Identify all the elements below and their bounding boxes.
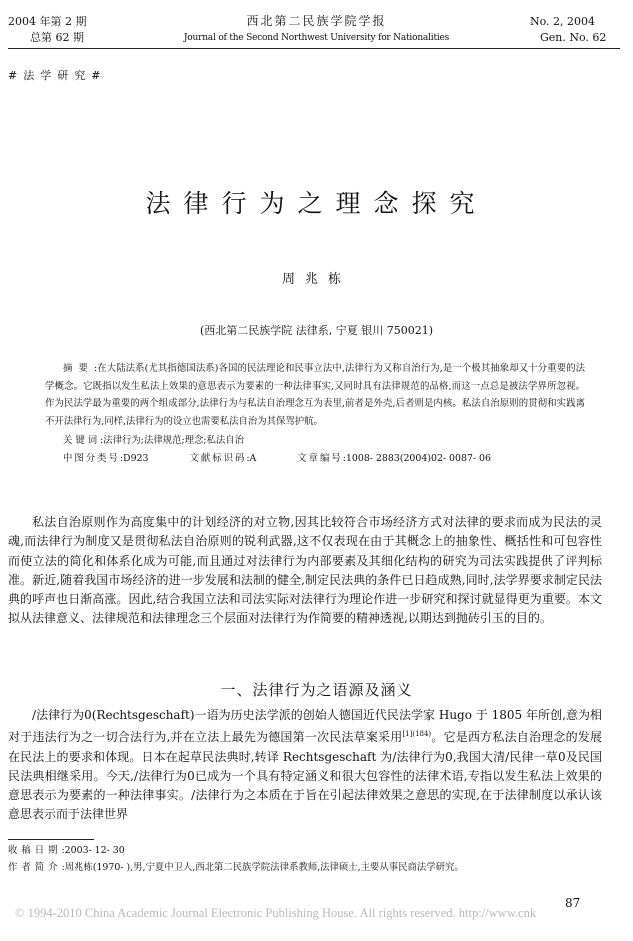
article-number-value: :1008- 2883(2004)02- 0087- 06	[342, 453, 491, 464]
section-text-a: /法律行为0(Rechtsgeschaft)一语为历史法学派的创始人德国近代民法学家 Hugo 于 1805 年所创,意为相对于违法行为之一切合法行为,并在立法上最先为德国第一次民法草案采用	[8, 708, 602, 745]
section-text-b: 。它是西方私法自治理念的发展在民法上的要求和体现。日本在起草民法典时,转译 Rechtsgeschaft 为/法律行为0,我国大清/民律一草0及民国民法典相继采用。今天,/法律行为0已成为一个具有特定涵义和很大包容性的法律术语,专指以发生私法上效果的意思表示为要素的一种法律事实。/法律行为之本质在于旨在引起法律效果之意思的实现,在于法律制度以承认该意思表示而于法律世界	[8, 730, 602, 822]
author-affiliation: (西北第二民族学院 法律系, 宁夏 银川 750021)	[199, 324, 434, 337]
journal-name-en: Journal of the Second Northwest University for Nationalities	[183, 33, 450, 43]
bio-text: :周兆栋(1970- ),男,宁夏中卫人,西北第二民族学院法律系教师,法律硕士,主要从事民商法学研究。	[61, 862, 464, 873]
citation: [1](184)	[402, 730, 432, 739]
intro-section	[8, 513, 602, 629]
article-number-label: 文章编号	[297, 453, 343, 464]
keywords-text: :法律行为;法律规范;理念;私法自治	[100, 435, 245, 446]
journal-issue: 2004 年第 2 期	[8, 15, 87, 28]
received-label: 收稿日期	[8, 845, 62, 856]
section-mark: #法学研究#	[8, 69, 107, 82]
abstract-label: 摘要	[63, 363, 94, 374]
page-number: 87	[565, 896, 581, 910]
section-heading: 一、法律行为之语源及涵义	[220, 681, 413, 699]
author-name: 周兆栋	[281, 272, 351, 287]
keywords-label: 关键词	[63, 435, 101, 446]
footnote-rule	[8, 839, 94, 840]
journal-name-cn: 西北第二民族学院学报	[246, 14, 387, 28]
issue-number: No. 2, 2004	[530, 15, 596, 28]
footnote-received	[8, 843, 608, 859]
doc-code-value: :A	[246, 453, 257, 464]
doc-code-label: 文献标识码	[189, 453, 247, 464]
bio-label: 作者简介	[8, 862, 62, 873]
general-number: Gen. No. 62	[540, 31, 607, 44]
abstract-text: :在大陆法系(尤其指德国法系)各国的民法理论和民事立法中,法律行为又称自治行为,是一个极其抽象却又十分重要的法学概念。它既指以发生私法上效果的意思表示为要素的一种法律事实,又同时具有法律规范的品格,而这一点总是被法学界所忽视。作为民法学最为重要的两个组成部分,法律行为与私法自治理念互为表里,前者是外壳,后者则是内核。私法自治原则的贯彻和实践离不开法律行为,同样,法律行为的设立也需要私法自治为其保驾护航。	[45, 363, 585, 427]
section-paragraph	[8, 706, 602, 825]
section-body	[8, 706, 602, 825]
clc-value: :D923	[119, 453, 149, 464]
received-date: :2003- 12- 30	[61, 845, 125, 856]
clc-label: 中图分类号	[63, 453, 120, 464]
intro-paragraph: 私法自治原则作为高度集中的计划经济的对立物,因其比较符合市场经济方式对法律的要求而成为民法的灵魂,而法律行为制度又是贯彻私法自治原则的锐利武器,这不仅表现在由于其概念上的抽象性、概括性和可包容性而使立法的简化和体系化成为可能,而且通过对法律行为内部要素及其细化结构的研究为司法实践提供了评判标准。新近,随着我国市场经济的进一步发展和法制的健全,制定民法典的条件已日趋成熟,同时,法学界要求制定民法典的呼声也日渐高涨。因此,结合我国立法和司法实际对法律行为理论作进一步研究和探讨就显得更为重要。本文拟从法律意义、法律规范和法律理念三个层面对法律行为作简要的精神透视,以期达到抛砖引玉的目的。	[8, 515, 602, 626]
copyright-footer: © 1994-2010 China Academic Journal Electronic Publishing House. All rights reserved. http://www.cnk	[15, 906, 537, 920]
footnote-bio	[8, 860, 608, 876]
article-title: 法律行为之理念探究	[145, 189, 488, 218]
journal-total-issue: 总第 62 期	[30, 31, 84, 44]
keywords	[63, 432, 603, 446]
abstract	[45, 360, 585, 430]
header-rule	[8, 48, 620, 49]
classification-line	[63, 450, 623, 464]
